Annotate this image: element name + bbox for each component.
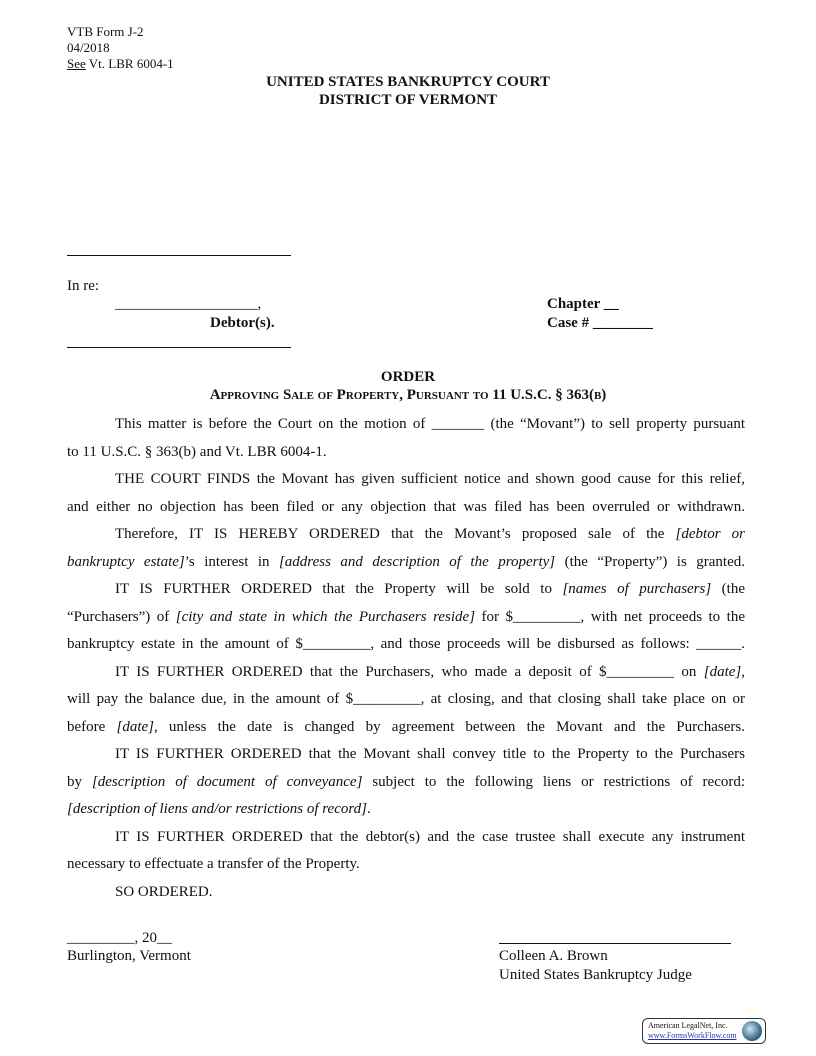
form-date: 04/2018 [67, 40, 110, 55]
body-line [115, 883, 745, 901]
body-text: IT IS FURTHER ORDERED that the debtor(s) and the case trustee shall execute any instrument [115, 828, 745, 845]
body-line [115, 828, 745, 846]
american-legalnet-logo[interactable] [642, 1018, 766, 1044]
caption-bottom-rule [67, 347, 291, 348]
body-text: , [741, 663, 745, 680]
body-line [67, 718, 745, 736]
body-text: THE COURT FINDS the Movant has given sufficient notice and shown good cause for this relief, [115, 471, 745, 487]
placeholder-text: bankruptcy estate] [67, 553, 185, 570]
body-text: necessary to effectuate a transfer of the Property. [67, 856, 360, 872]
placeholder-text: [address and description of the property] [278, 553, 556, 570]
body-line [67, 773, 745, 791]
body-line [115, 745, 745, 763]
signature-line [499, 943, 731, 944]
judge-title: United States Bankruptcy Judge [499, 967, 692, 983]
logo-company: American LegalNet, Inc. [648, 1021, 728, 1030]
body-line [67, 690, 745, 708]
body-line [115, 580, 745, 598]
caption-top-rule [67, 255, 291, 256]
placeholder-text: [names of purchasers] [562, 581, 712, 597]
signing-place: Burlington, Vermont [67, 948, 191, 964]
body-text: (the “Property”) is granted. [555, 553, 745, 570]
body-text: , unless the date is changed by agreement between the Movant and the Purchasers. [154, 718, 746, 735]
body-text: SO ORDERED. [115, 883, 213, 900]
order-title: ORDER [380, 369, 436, 385]
body-text: for $_________, with net proceeds to the [475, 608, 745, 625]
body-text: IT IS FURTHER ORDERED that the Purchasers, who made a deposit of $_________ on [115, 663, 704, 680]
debtor-name-blank: ___________________, [115, 296, 262, 312]
form-id: VTB Form J-2 [67, 24, 144, 39]
placeholder-text: [date] [116, 718, 154, 735]
body-text: . [367, 801, 371, 817]
body-line [115, 663, 745, 681]
body-line [67, 443, 745, 461]
body-line [67, 608, 745, 626]
body-text: to 11 U.S.C. § 363(b) and Vt. LBR 6004-1. [67, 443, 327, 460]
see-label: See [67, 56, 86, 71]
body-line [67, 553, 745, 571]
body-text: and either no objection has been filed or any objection that was filed has been overruled or withdrawn. [67, 498, 745, 515]
logo-url[interactable]: www.FormsWorkFlow.com [648, 1031, 737, 1040]
body-line [67, 635, 745, 653]
body-text: IT IS FURTHER ORDERED that the Property will be sold to [115, 581, 563, 597]
in-re-label: In re: [67, 278, 100, 294]
body-text: (the [711, 581, 746, 597]
body-text: before [67, 718, 117, 735]
body-text: “Purchasers”) of [67, 608, 176, 625]
signing-date: _________, 20__ [67, 930, 172, 946]
body-line [115, 525, 745, 543]
body-line [115, 470, 745, 488]
body-text: IT IS FURTHER ORDERED that the Movant shall convey title to the Property to the Purchasers [115, 746, 745, 762]
placeholder-text: [debtor or [675, 526, 745, 542]
body-line [67, 855, 745, 873]
case-number-field: Case # ________ [547, 315, 653, 331]
order-subtitle: Approving Sale of Property, Pursuant to 11 U.S.C. § 363(b) [209, 387, 607, 403]
judge-name: Colleen A. Brown [499, 948, 608, 964]
court-district: DISTRICT OF VERMONT [318, 92, 498, 108]
placeholder-text: [date] [703, 663, 742, 680]
form-reference [67, 56, 174, 72]
body-text: ’s interest in [184, 553, 279, 570]
body-line [67, 800, 745, 818]
chapter-field: Chapter __ [547, 296, 619, 312]
body-text: This matter is before the Court on the motion of _______ (the “Movant”) to sell property pursuant [115, 416, 745, 432]
body-line [115, 415, 745, 433]
placeholder-text: [city and state in which the Purchasers reside] [175, 608, 476, 625]
body-text: bankruptcy estate in the amount of $_________, and those proceeds will be disbursed as follows: ______. [67, 636, 745, 652]
debtor-label: Debtor(s). [210, 315, 275, 331]
body-text: Therefore, IT IS HEREBY ORDERED that the Movant’s proposed sale of the [115, 526, 676, 542]
placeholder-text: [description of document of conveyance] [91, 773, 363, 790]
court-name: UNITED STATES BANKRUPTCY COURT [266, 74, 550, 90]
body-text: subject to the following liens or restrictions of record: [362, 773, 746, 790]
body-line [67, 498, 745, 516]
reference-text: Vt. LBR 6004-1 [85, 56, 174, 71]
body-text: by [67, 773, 92, 790]
globe-icon [742, 1021, 762, 1041]
body-text: will pay the balance due, in the amount of $_________, at closing, and that closing shall take place on or [67, 691, 745, 707]
placeholder-text: [description of liens and/or restrictions of record] [67, 801, 367, 817]
